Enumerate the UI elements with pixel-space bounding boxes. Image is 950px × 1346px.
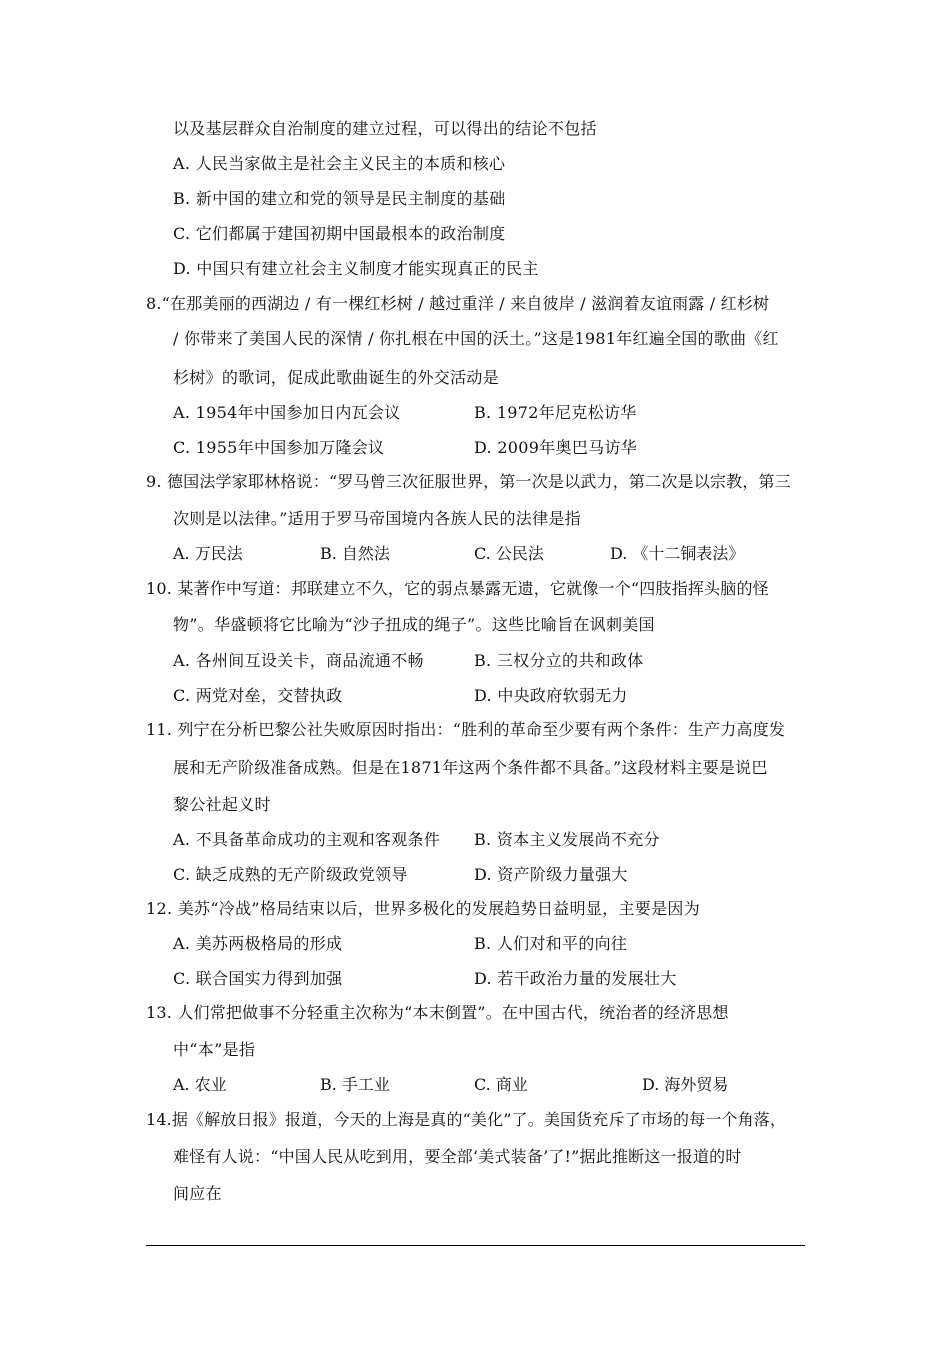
q8-line-1: 8.“在那美丽的西湖边 / 有一棵红杉树 / 越过重洋 / 来自彼岸 / 滋润着友谊雨露 / 红杉树 — [146, 294, 770, 313]
q8-line-2: / 你带来了美国人民的深情 / 你扎根在中国的沃土。”这是1981年红遍全国的歌曲《红 — [173, 329, 779, 348]
q11-option-b: B. 资本主义发展尚不充分 — [474, 830, 660, 849]
q8-line-3: 杉树》的歌词，促成此歌曲诞生的外交活动是 — [173, 368, 500, 387]
q13-option-b: B. 手工业 — [320, 1075, 390, 1094]
q7-stem-end: 以及基层群众自治制度的建立过程，可以得出的结论不包括 — [173, 119, 597, 138]
q8-option-a: A. 1954年中国参加日内瓦会议 — [173, 403, 401, 422]
q9-option-b: B. 自然法 — [320, 544, 390, 563]
q13-option-d: D. 海外贸易 — [642, 1075, 729, 1094]
q12-option-b: B. 人们对和平的向往 — [474, 934, 628, 953]
q12-option-c: C. 联合国实力得到加强 — [173, 969, 343, 988]
q7-option-c: C. 它们都属于建国初期中国最根本的政治制度 — [173, 224, 506, 243]
q10-line-2: 物”。华盛顿将它比喻为“沙子扭成的绳子”。这些比喻旨在讽刺美国 — [173, 615, 655, 634]
q10-option-a: A. 各州间互设关卡，商品流通不畅 — [173, 651, 424, 670]
q10-line-1: 10. 某著作中写道：邦联建立不久，它的弱点暴露无遗，它就像一个“四肢指挥头脑的怪 — [146, 579, 769, 598]
q10-option-d: D. 中央政府软弱无力 — [474, 686, 628, 705]
q9-line-1: 9. 德国法学家耶林格说：“罗马曾三次征服世界，第一次是以武力，第二次是以宗教，第三 — [146, 472, 791, 491]
q11-line-3: 黎公社起义时 — [173, 795, 271, 814]
q11-option-c: C. 缺乏成熟的无产阶级政党领导 — [173, 865, 408, 884]
q11-option-d: D. 资产阶级力量强大 — [474, 865, 628, 884]
q8-option-c: C. 1955年中国参加万隆会议 — [173, 438, 385, 457]
q13-option-c: C. 商业 — [474, 1075, 528, 1094]
q7-option-b: B. 新中国的建立和党的领导是民主制度的基础 — [173, 189, 506, 208]
q7-option-d: D. 中国只有建立社会主义制度才能实现真正的民主 — [173, 259, 539, 278]
q14-line-1: 14.据《解放日报》报道，今天的上海是真的“美化”了。美国货充斥了市场的每一个角落， — [146, 1110, 787, 1129]
q8-option-b: B. 1972年尼克松访华 — [474, 403, 637, 422]
q10-option-c: C. 两党对垒，交替执政 — [173, 686, 343, 705]
q10-option-b: B. 三权分立的共和政体 — [474, 651, 644, 670]
q13-line-2: 中“本”是指 — [173, 1040, 256, 1059]
q14-line-3: 间应在 — [173, 1184, 222, 1203]
q11-line-2: 展和无产阶级准备成熟。但是在1871年这两个条件都不具备。”这段材料主要是说巴 — [173, 758, 768, 777]
q11-line-1: 11. 列宁在分析巴黎公社失败原因时指出：“胜利的革命至少要有两个条件：生产力高度发 — [146, 720, 786, 739]
q11-option-a: A. 不具备革命成功的主观和客观条件 — [173, 830, 441, 849]
q13-option-a: A. 农业 — [173, 1075, 227, 1094]
q8-option-d: D. 2009年奥巴马访华 — [474, 438, 638, 457]
q9-option-c: C. 公民法 — [474, 544, 544, 563]
q7-option-a: A. 人民当家做主是社会主义民主的本质和核心 — [173, 154, 506, 173]
page-bottom-rule — [146, 1245, 805, 1246]
q12-option-a: A. 美苏两极格局的形成 — [173, 934, 343, 953]
q12-option-d: D. 若干政治力量的发展壮大 — [474, 969, 677, 988]
q12-line-1: 12. 美苏“冷战”格局结束以后，世界多极化的发展趋势日益明显，主要是因为 — [146, 899, 700, 918]
q9-option-d: D. 《十二铜表法》 — [610, 544, 745, 563]
q9-line-2: 次则是以法律。”适用于罗马帝国境内各族人民的法律是指 — [173, 509, 581, 528]
q14-line-2: 难怪有人说：“中国人民从吃到用，要全部‘美式装备’了!”据此推断这一报道的时 — [173, 1147, 742, 1166]
q13-line-1: 13. 人们常把做事不分轻重主次称为“本末倒置”。在中国古代，统治者的经济思想 — [146, 1003, 729, 1022]
q9-option-a: A. 万民法 — [173, 544, 243, 563]
